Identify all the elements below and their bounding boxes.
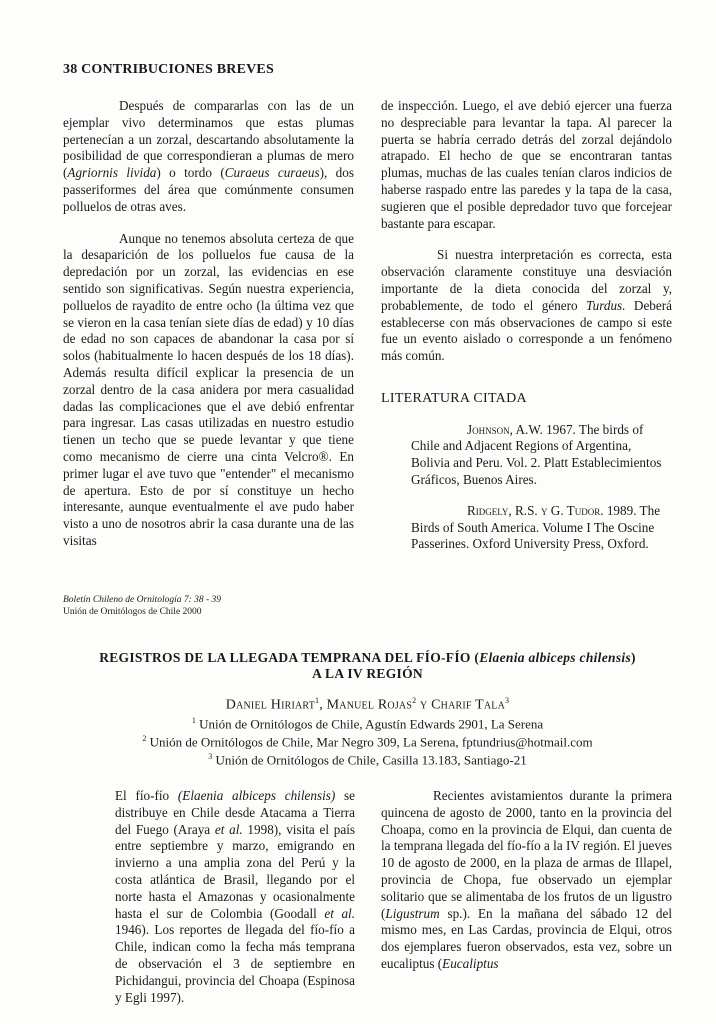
- affiliation: $^2$ Unión de Ornitólogos de Chile, Mar Negro 309, La Serena, fptundrius@hotmail.com: [142, 733, 593, 750]
- top-left-column: [63, 98, 354, 565]
- page-header: 38 CONTRIBUCIONES BREVES: [63, 62, 274, 77]
- paragraph: Después de compararlas con las de un ejemplar vivo determinamos que estas plumas pertenecían a un zorzal, descartando absolutamente la posibilidad de que correspondieran a plumas de mero (Agriornis livida) o tordo (Curaeus curaeus), dos passeriformes del área que comúnmente consumen polluelos de otras aves.: [63, 98, 355, 214]
- paragraph: Recientes avistamientos durante la primera quincena de agosto de 2000, tanto en la provincia del Choapa, como en la provincia de Elqui, dan cuenta de la temprana llegada del fío-fío a la IV región. El jueves 10 de agosto de 2000, en la plaza de armas de Illapel, provincia de Chopa, fue observado un ejemplar solitario que se alimentaba de los frutos de un ligustro (Ligustrum sp.). En la mañana del sábado 12 del mismo mes, en Las Cardas, provincia de Elqui, otros dos ejemplares fueron observados, esta vez, sobre un eucaliptus (Eucaliptus: [381, 788, 672, 971]
- paragraph: de inspección. Luego, el ave debió ejercer una fuerza no despreciable para levantar la tapa. Al parecer la puerta se habría cerrado detrás del zorzal dejándolo atrapado. El hecho de que se encontraran tantas plumas, muchas de las cuales tenían claros indicios de haberse raspado entre las paredes y la tapa de la casa, sugieren que el posible depredador tuvo que forcejear bastante para escapar.: [381, 98, 672, 231]
- affiliation: $^1$ Unión de Ornitólogos de Chile, Agustín Edwards 2901, La Serena: [191, 715, 544, 731]
- article-title: REGISTROS DE LA LLEGADA TEMPRANA DEL FÍO-FÍO (Elaenia albiceps chilensis) A LA IV REGIÓN: [99, 650, 636, 681]
- reference-item: Johnson, A.W. 1967. The birds of Chile and Adjacent Regions of Argentina, Bolivia and Peru. Vol. 2. Platt Establecimientos Gráficos, Buenos Aires.: [411, 421, 662, 487]
- paragraph: Aunque no tenemos absoluta certeza de que la desaparición de los polluelos fue causa de la depredación por un zorzal, las evidencias en ese sentido son significativas. Según nuestra experiencia, polluelos de rayadito de entre ocho (la última vez que se vieron en la casa tenían siete días de edad) y 10 días de edad no son capaces de abandonar la casa por sí solos (habitualmente lo hacen después de los 18 días). Además resulta difícil explicar la presencia de un zorzal dentro de la casa anidera por mera casualidad dadas las complicaciones que el ave debió enfrentar para ingresar. Las casas utilizadas en nuestro estudio tienen un techo que se puede levantar y que tiene como mecanismo de cierre una cinta Velcro®. En primer lugar el ave tuvo que "entender" el mecanismo de apertura. Esto de por sí constituye un hecho interesante, aunque eventualmente el ave pudo haber visto a uno de nosotros abrir la casa durante una de las visitas: [63, 230, 354, 548]
- author-block: [63, 693, 672, 768]
- paragraph: El fío-fío (Elaenia albiceps chilensis) se distribuye en Chile desde Atacama a Tierra del Fuego (Araya et al. 1998), visita el país entre septiembre y marzo, emigrando en invierno a una amplia zona del Perú y la costa atlántica de Brasil, llegando por el norte hasta el Amazonas y ocasionalmente hasta el sur de Colombia (Goodall et al. 1946). Los reportes de llegada del fío-fío a Chile, indican como la fecha más temprana de observación el 3 de septiembre en Pichidangui, provincia del Choapa (Espinosa y Egli 1997).: [115, 788, 355, 1005]
- paragraph: Si nuestra interpretación es correcta, esta observación claramente constituye una desviación importante de la dieta conocida del zorzal y, probablemente, de todo el género Turdus. Deberá establecerse con más observaciones de campo si este fue un evento aislado o corresponde a un fenómeno más común.: [381, 247, 672, 364]
- literature-heading: LITERATURA CITADA: [381, 390, 527, 406]
- affiliation: $^3$ Unión de Ornitólogos de Chile, Casilla 13.183, Santiago-21: [208, 752, 527, 768]
- author-names: Daniel Hiriart$^1$, Manuel Rojas$^2$ y Charif Tala$^3$: [225, 696, 510, 713]
- bulletin-citation: Boletín Chileno de Ornitología 7: 38 - 39 Unión de Ornitólogos de Chile 2000: [63, 595, 222, 617]
- reference-item: Ridgely, R.S. y G. Tudor. 1989. The Birds of South America. Volume I The Oscine Passerines. Oxford University Press, Oxford.: [411, 503, 661, 552]
- bottom-left-column: [115, 788, 355, 1021]
- top-right-column: [381, 98, 672, 568]
- bottom-right-column: [381, 788, 672, 988]
